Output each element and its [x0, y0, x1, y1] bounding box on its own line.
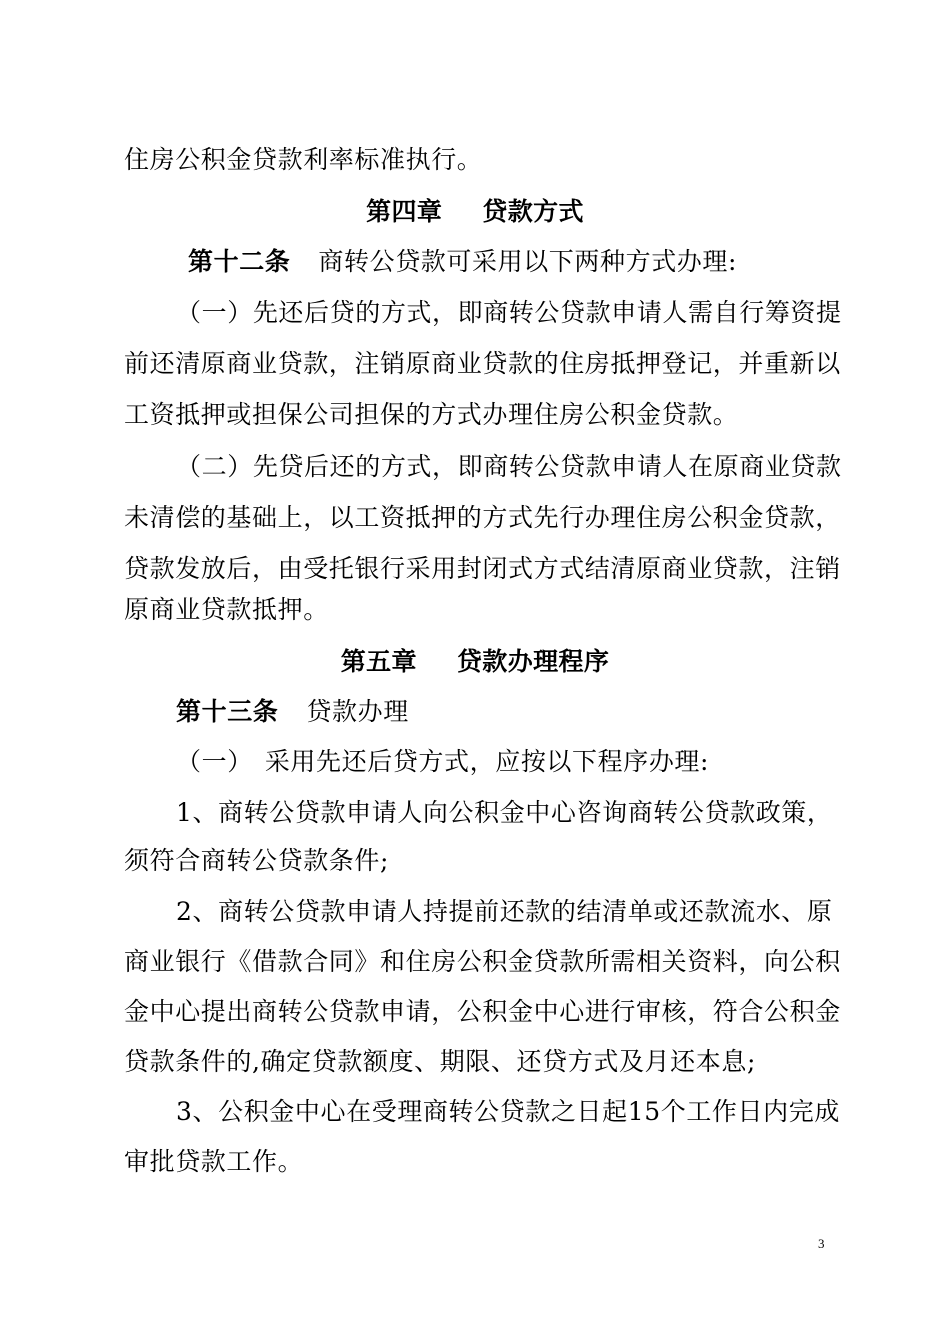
text-line: 1、商转公贷款申请人向公积金中心咨询商转公贷款政策， — [176, 798, 833, 827]
text-line: 2、商转公贷款申请人持提前还款的结清单或还款流水、原 — [176, 897, 833, 926]
article-label: 第十三条 — [176, 697, 279, 726]
page-number: 3 — [818, 1236, 825, 1251]
article-line — [0, 696, 950, 728]
text-line: 住房公积金贷款利率标准执行。 — [124, 145, 483, 174]
text-line: 须符合商转公贷款条件; — [124, 846, 390, 875]
text-line — [0, 297, 950, 329]
list-marker: （二） — [176, 452, 253, 481]
chapter-number: 第四章 — [366, 197, 443, 226]
text-line: 贷款条件的,确定贷款额度、期限、还贷方式及月还本息; — [124, 1047, 756, 1076]
text-line: 工资抵押或担保公司担保的方式办理住房公积金贷款。 — [124, 400, 739, 429]
text-line: 未清偿的基础上，以工资抵押的方式先行办理住房公积金贷款， — [124, 503, 841, 532]
article-text: 商转公贷款可采用以下两种方式办理: — [318, 247, 738, 276]
text-line: 审批贷款工作。 — [124, 1147, 304, 1176]
text-line: 商业银行《借款合同》和住房公积金贷款所需相关资料，向公积 — [124, 947, 841, 976]
text-line: 原商业贷款抵押。 — [124, 595, 329, 624]
article-text: 贷款办理 — [306, 697, 409, 726]
text-line: 贷款发放后，由受托银行采用封闭式方式结清原商业贷款，注销 — [124, 554, 841, 583]
text-line — [0, 451, 950, 483]
text-span: 先还后贷的方式，即商转公贷款申请人需自行筹资提 — [252, 298, 842, 327]
text-line: 3、公积金中心在受理商转公贷款之日起15个工作日内完成 — [176, 1097, 840, 1126]
text-line: 前还清原商业贷款，注销原商业贷款的住房抵押登记，并重新以 — [124, 349, 841, 378]
list-marker: （一） — [176, 298, 253, 327]
chapter-title: 贷款方式 — [482, 197, 584, 226]
article-label: 第十二条 — [188, 247, 291, 276]
chapter-title: 贷款办理程序 — [456, 647, 610, 676]
text-line — [0, 746, 950, 778]
text-line: 金中心提出商转公贷款申请，公积金中心进行审核，符合公积金 — [124, 997, 841, 1026]
list-marker: （一） — [176, 747, 253, 776]
chapter-heading — [0, 196, 950, 228]
article-line — [0, 246, 950, 278]
chapter-heading — [0, 646, 950, 678]
text-span: 先贷后还的方式，即商转公贷款申请人在原商业贷款 — [252, 452, 842, 481]
chapter-number: 第五章 — [340, 647, 417, 676]
text-span: 采用先还后贷方式，应按以下程序办理: — [264, 747, 710, 776]
